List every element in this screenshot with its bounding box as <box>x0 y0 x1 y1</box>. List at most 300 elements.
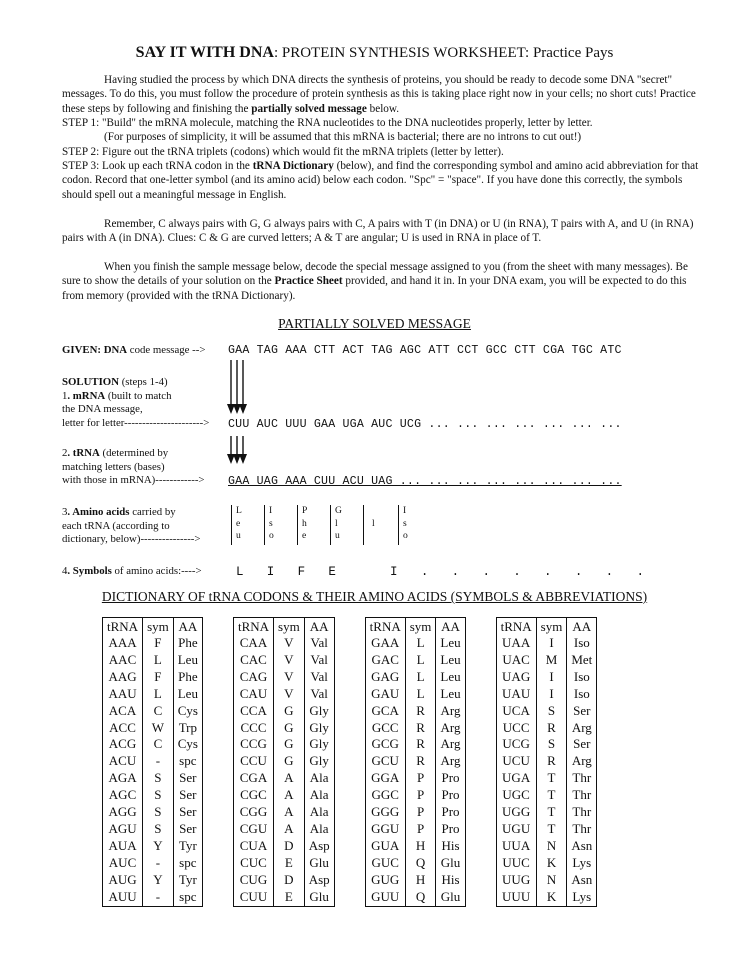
sym-rest: of amino acids:----> <box>111 565 202 577</box>
codon-cell: CUA <box>239 837 268 853</box>
codon-cell: UGA <box>502 770 531 786</box>
codon-cell: UCG <box>502 736 530 752</box>
amino-acid-cell: Gly <box>309 736 329 752</box>
amino-acid-cell: Thr <box>572 770 592 786</box>
amino-acid-cell: Thr <box>572 804 592 820</box>
symbol-cell: P <box>405 787 436 804</box>
amino-acid-cell: His <box>441 871 460 887</box>
amino-acid-cell: Ala <box>309 820 329 836</box>
dictionary-header-cell: tRNA <box>369 619 401 634</box>
table-row <box>366 669 465 686</box>
symbol-cell: K <box>536 889 567 906</box>
symbol-cell: N <box>536 838 567 855</box>
symbol-cell: S <box>143 787 174 804</box>
codon-cell: UGC <box>502 787 530 803</box>
codon-cell: GGC <box>371 787 399 803</box>
table-row <box>103 770 202 787</box>
symbol-cell: D <box>274 838 305 855</box>
dictionary-header-row <box>103 618 202 635</box>
table-row <box>103 753 202 770</box>
trna-num: 2 <box>62 447 68 459</box>
codon-cell: AUC <box>108 854 137 870</box>
trna-rest: (determined by <box>99 447 169 459</box>
symbol-cell: V <box>274 686 305 703</box>
table-row <box>103 889 202 906</box>
codon-cell: AUA <box>108 837 137 853</box>
table-row <box>234 872 334 889</box>
amino-acid-cell: Ser <box>573 702 591 718</box>
amino-acid-cell: Gly <box>309 702 329 718</box>
codon-cell: UCA <box>502 702 530 718</box>
amino-acid-cell: Thr <box>572 820 592 836</box>
instruction-rest: provided, and hand it in. In your DNA exam, you will be expected to do this from memory (provided with the tRNA Dictionary). <box>62 275 687 302</box>
codon-cell: AGG <box>108 804 137 820</box>
amino-acid-cell: spc <box>179 888 197 904</box>
amino-acid-cell: Lys <box>572 854 592 870</box>
table-row <box>366 652 465 669</box>
amino-acid-cell: Iso <box>573 635 590 650</box>
symbol-cell: C <box>143 703 174 720</box>
sym-num: 4 <box>62 565 68 577</box>
symbol-cell: T <box>536 821 567 838</box>
table-row <box>103 686 202 703</box>
codon-cell: GCC <box>371 719 399 735</box>
codon-cell: CAG <box>239 668 268 684</box>
dictionary-table <box>366 618 465 906</box>
table-row <box>497 787 597 804</box>
codon-cell: ACG <box>108 736 137 752</box>
amino-acid-cell: Gly <box>309 719 329 735</box>
table-row <box>103 669 202 686</box>
amino-acid-cell: Val <box>310 635 328 650</box>
codon-cell: UUG <box>502 871 531 887</box>
amino-acid-cell: Iso <box>573 668 590 684</box>
codon-cell: UAC <box>502 651 530 667</box>
dictionary-header-cell: tRNA <box>107 619 139 634</box>
dictionary-header-cell: tRNA <box>237 619 270 634</box>
table-row <box>366 770 465 787</box>
amino-acid-cell: Arg <box>571 719 592 735</box>
given-rest: code message --> <box>127 344 206 356</box>
symbol-cell: M <box>536 652 567 669</box>
symbol-cell: S <box>536 736 567 753</box>
symbol-cell: - <box>143 855 174 872</box>
codon-cell: UCU <box>502 753 530 769</box>
amino-acid-cell: Leu <box>440 668 461 684</box>
table-row <box>497 652 597 669</box>
codon-cell: CGG <box>239 804 268 820</box>
symbol-cell: H <box>405 838 436 855</box>
table-row <box>234 821 334 838</box>
amino-acid-col: I s o <box>398 505 431 545</box>
amino-acid-cell: Pro <box>441 770 460 786</box>
amino-acid-cell: Ser <box>179 787 197 803</box>
symbol-cell: L <box>143 686 174 703</box>
given-label <box>62 344 205 358</box>
amino-acid-cell: Arg <box>440 736 461 752</box>
table-row <box>497 872 597 889</box>
symbol-cell: Q <box>405 855 436 872</box>
table-row <box>497 669 597 686</box>
codon-cell: CCG <box>240 736 267 752</box>
codon-cell: GUC <box>371 854 399 870</box>
mrna-rest: (built to match <box>105 389 172 402</box>
table-row <box>497 770 597 787</box>
amino-acid-cell: Cys <box>177 736 198 752</box>
amino-acid-cell: Asp <box>308 837 330 853</box>
dictionary-table <box>497 618 597 906</box>
table-row <box>366 804 465 821</box>
mrna-num: 1 <box>62 389 68 402</box>
codon-cell: UAU <box>502 685 531 701</box>
codon-cell: CUC <box>240 854 267 870</box>
codon-cell: AAG <box>108 668 137 684</box>
codon-cell: GAC <box>371 651 399 667</box>
codon-cell: GGG <box>371 804 400 820</box>
amino-acid-cell: Cys <box>177 702 198 718</box>
aa-rest: carried by <box>129 506 176 518</box>
table-row <box>366 787 465 804</box>
amino-acid-cell: Leu <box>440 651 461 667</box>
amino-acid-cell: Ala <box>309 770 329 786</box>
dictionary-header-cell: AA <box>441 619 460 634</box>
symbol-cell: E <box>274 889 305 906</box>
amino-acid-cell: Asn <box>571 871 593 887</box>
table-row <box>234 889 334 906</box>
amino-acid-col: L e u <box>231 505 264 545</box>
codon-cell: AAA <box>108 635 137 650</box>
table-row <box>234 770 334 787</box>
table-row <box>366 889 465 906</box>
trna-label <box>62 447 205 488</box>
table-row <box>497 804 597 821</box>
amino-acid-cell: spc <box>179 753 197 769</box>
table-row <box>497 736 597 753</box>
amino-acid-cell: Pro <box>441 787 460 803</box>
amino-acid-cell: Ser <box>179 804 197 820</box>
symbol-cell: L <box>405 635 436 652</box>
symbol-cell: R <box>536 720 567 737</box>
table-row <box>234 855 334 872</box>
codon-cell: UAA <box>502 635 531 650</box>
table-row <box>234 838 334 855</box>
intro-end: below. <box>366 102 400 115</box>
symbol-cell: R <box>405 753 436 770</box>
table-row <box>103 804 202 821</box>
codon-cell: GAA <box>371 635 400 650</box>
dictionary-header-row <box>497 618 597 635</box>
mrna-line3: letter for letter----------------------> <box>62 416 210 429</box>
dictionary-header-cell: AA <box>572 619 592 634</box>
codon-cell: GCA <box>371 702 399 718</box>
table-row <box>497 855 597 872</box>
dictionary-table-box <box>496 617 598 907</box>
instruction-text: When you finish the sample message below, decode the special message assigned to you (from the sheet with many messages). Be sure to show the details of your solution on the <box>62 261 688 288</box>
sym-bold: . Symbols <box>67 565 112 577</box>
symbol-cell: G <box>274 720 305 737</box>
table-row <box>103 736 202 753</box>
dictionary-table-box <box>102 617 203 907</box>
step-3-text: STEP 3: Look up each tRNA codon in the <box>62 160 253 172</box>
amino-acid-col: P h e <box>297 505 330 545</box>
codon-cell: AGC <box>108 787 137 803</box>
codon-cell: UUC <box>502 854 530 870</box>
amino-acid-cell: Iso <box>573 685 590 701</box>
symbol-cell: H <box>405 872 436 889</box>
codon-cell: CAU <box>239 685 268 701</box>
dictionary-header-cell: tRNA <box>500 619 532 634</box>
dictionary-table-box <box>365 617 466 907</box>
codon-cell: CUU <box>239 888 268 904</box>
table-row <box>366 635 465 652</box>
intro-text: Having studied the process by which DNA directs the synthesis of proteins, you should be ready to decode some DNA "secret" messages. To do this, you must follow the procedure of protein synthesis as this is taking place right now in your cells; no short cuts! Practice these steps by following and finishing the <box>62 74 696 115</box>
solution-bold: SOLUTION <box>62 376 119 388</box>
aa-line2: each tRNA (according to <box>62 519 170 532</box>
table-row <box>234 720 334 737</box>
codon-cell: AUU <box>108 888 137 904</box>
table-row <box>103 821 202 838</box>
amino-acid-cell: Val <box>310 668 328 684</box>
amino-acid-col: I s o <box>264 505 297 545</box>
amino-acid-col: l <box>363 505 398 545</box>
table-row <box>497 889 597 906</box>
codon-cell: GGA <box>371 770 400 786</box>
trna-line3: with those in mRNA)------------> <box>62 474 205 486</box>
symbol-cell: R <box>405 720 436 737</box>
symbol-cell: T <box>536 787 567 804</box>
table-row <box>366 855 465 872</box>
amino-acid-cell: Val <box>310 685 328 701</box>
table-row <box>366 720 465 737</box>
step-3-rest: (below), and find the corresponding symbol and amino acid abbreviation for that codon. Record that one-letter symbol (and its amino acid) below each codon. "Spc" = "space". If you have done this correctly, the symbols should spell out a meaningful message in English. <box>62 160 699 201</box>
codon-cell: GAG <box>371 668 400 684</box>
dictionary-header-cell: sym <box>274 618 305 635</box>
codon-cell: CGU <box>239 820 268 836</box>
table-row <box>234 703 334 720</box>
codon-cell: GAU <box>371 685 400 701</box>
arrows-to-trna-icon <box>227 436 247 464</box>
amino-acid-cell: Tyr <box>178 871 197 887</box>
amino-acid-cell: Ala <box>309 787 329 803</box>
aa-line3: dictionary, below)---------------> <box>62 533 201 545</box>
codon-cell: ACU <box>108 753 137 769</box>
symbol-cell: F <box>143 669 174 686</box>
symbol-cell: E <box>274 855 305 872</box>
codon-cell: AUG <box>108 871 137 887</box>
symbols-row: L I F E I . . . . . . . . <box>236 565 645 579</box>
codon-cell: GUU <box>371 888 400 904</box>
step-1: STEP 1: "Build" the mRNA molecule, matching the RNA nucleotides to the DNA nucleotides properly, letter by letter. <box>62 117 593 129</box>
table-row <box>103 838 202 855</box>
amino-acid-cell: Thr <box>572 787 592 803</box>
mrna-codons: CUU AUC UUU GAA UGA AUC UCG ... ... ... ... ... ... ... <box>228 418 622 431</box>
codon-cell: CGA <box>239 770 268 786</box>
symbol-cell: Y <box>143 872 174 889</box>
dictionary-table <box>234 618 334 906</box>
table-row <box>103 872 202 889</box>
amino-acid-cell: Trp <box>178 719 198 735</box>
codon-cell: AAC <box>108 651 137 667</box>
dictionary-heading: DICTIONARY OF tRNA CODONS & THEIR AMINO ACIDS (SYMBOLS & ABBREVIATIONS) <box>101 589 648 604</box>
table-row <box>497 703 597 720</box>
codon-cell: CAC <box>240 651 267 667</box>
symbol-cell: D <box>274 872 305 889</box>
amino-acid-cell: Asp <box>308 871 330 887</box>
amino-acid-cell: spc <box>179 854 197 870</box>
symbol-cell: T <box>536 804 567 821</box>
symbol-cell: A <box>274 804 305 821</box>
dictionary-header-cell: sym <box>536 618 567 635</box>
arrows-to-mrna-icon <box>227 360 247 414</box>
table-row <box>103 703 202 720</box>
dictionary-header-cell: AA <box>309 619 329 634</box>
symbol-cell: G <box>274 736 305 753</box>
table-row <box>497 821 597 838</box>
intro-paragraph <box>62 73 702 116</box>
trna-line2: matching letters (bases) <box>62 460 165 473</box>
amino-acid-cell: Glu <box>309 888 329 904</box>
codon-cell: GUA <box>371 837 400 853</box>
symbol-cell: L <box>405 686 436 703</box>
amino-acid-cell: Pro <box>441 804 460 820</box>
step-1-note: (For purposes of simplicity, it will be assumed that this mRNA is bacterial; there are no introns to cut out!) <box>104 131 582 143</box>
amino-acid-cell: Arg <box>440 753 461 769</box>
mrna-bold: . mRNA <box>67 389 106 402</box>
page-title <box>0 44 749 62</box>
amino-acid-cell: Leu <box>177 685 198 701</box>
amino-acid-cell: Ser <box>179 820 197 836</box>
dictionary-header-cell: AA <box>178 619 198 634</box>
codon-cell: ACA <box>108 702 137 718</box>
codon-cell: UCC <box>502 719 530 735</box>
dictionary-header-row <box>234 618 334 635</box>
dictionary-header-cell: sym <box>143 618 174 635</box>
table-row <box>234 635 334 652</box>
dna-codons: GAA TAG AAA CTT ACT TAG AGC ATT CCT GCC CTT CGA TGC ATC <box>228 344 622 357</box>
codon-cell: ACC <box>109 719 136 735</box>
table-row <box>103 720 202 737</box>
symbol-cell: R <box>405 736 436 753</box>
codon-cell: AGA <box>108 770 137 786</box>
table-row <box>103 652 202 669</box>
trna-codons: GAA UAG AAA CUU ACU UAG ... ... ... ... ... ... ... ... <box>228 475 622 488</box>
codon-cell: CAA <box>239 635 268 650</box>
amino-acid-cell: Leu <box>440 685 461 701</box>
table-row <box>103 635 202 652</box>
dictionary-table-box <box>233 617 335 907</box>
symbol-cell: G <box>274 753 305 770</box>
table-row <box>234 787 334 804</box>
intro-bold: partially solved message <box>251 102 367 115</box>
table-row <box>234 669 334 686</box>
codon-cell: UAG <box>502 668 531 684</box>
amino-acid-label <box>62 506 200 547</box>
pairing-paragraph: Remember, C always pairs with G, G always pairs with C, A pairs with T (in DNA) or U (in RNA), T pairs with A, and U (in RNA) pairs with A (in DNA). Clues: C & G are curved letters; A & T are angular; U is used in RNA in place of T. <box>62 218 694 245</box>
amino-acid-columns <box>231 505 431 545</box>
solution-label <box>62 376 209 430</box>
step-3-bold: tRNA Dictionary <box>252 160 334 172</box>
symbol-cell: L <box>405 669 436 686</box>
amino-acid-cell: Glu <box>440 888 461 904</box>
symbol-cell: V <box>274 669 305 686</box>
table-row <box>497 838 597 855</box>
table-row <box>366 686 465 703</box>
symbol-cell: Q <box>405 889 436 906</box>
amino-acid-cell: Asn <box>571 837 593 853</box>
aa-num: 3 <box>62 506 68 518</box>
codon-cell: CGC <box>240 787 267 803</box>
codon-cell: CCU <box>240 753 267 769</box>
amino-acid-cell: Arg <box>571 753 592 769</box>
symbol-cell: I <box>536 635 567 652</box>
amino-acid-col: G l u <box>330 505 363 545</box>
table-row <box>234 804 334 821</box>
symbol-cell: K <box>536 855 567 872</box>
table-row <box>366 736 465 753</box>
amino-acid-cell: Met <box>571 651 593 667</box>
table-row <box>234 753 334 770</box>
amino-acid-cell: Arg <box>440 702 461 718</box>
table-row <box>234 652 334 669</box>
codon-cell: UGU <box>502 820 531 836</box>
solution-rest: (steps 1-4) <box>119 376 168 388</box>
symbol-cell: Y <box>143 838 174 855</box>
trna-bold: . tRNA <box>67 447 100 459</box>
amino-acid-cell: Ser <box>573 736 591 752</box>
symbol-cell: L <box>405 652 436 669</box>
codon-cell: UUA <box>502 837 531 853</box>
symbol-cell: I <box>536 686 567 703</box>
table-row <box>103 855 202 872</box>
symbol-cell: N <box>536 872 567 889</box>
dictionary-header-cell: sym <box>405 618 436 635</box>
symbol-cell: A <box>274 821 305 838</box>
amino-acid-cell: Gly <box>309 753 329 769</box>
step-3 <box>62 159 702 202</box>
symbol-cell: V <box>274 635 305 652</box>
table-row <box>366 753 465 770</box>
symbols-label <box>62 565 202 579</box>
symbol-cell: L <box>143 652 174 669</box>
symbol-cell: S <box>143 821 174 838</box>
symbol-cell: A <box>274 787 305 804</box>
codon-cell: CCA <box>240 702 267 718</box>
symbol-cell: P <box>405 821 436 838</box>
table-row <box>366 838 465 855</box>
table-row <box>366 821 465 838</box>
symbol-cell: S <box>536 703 567 720</box>
amino-acid-cell: Ala <box>309 804 329 820</box>
symbol-cell: P <box>405 770 436 787</box>
table-row <box>497 753 597 770</box>
table-row <box>497 720 597 737</box>
codon-cell: UUU <box>502 888 531 904</box>
symbol-cell: G <box>274 703 305 720</box>
partial-heading: PARTIALLY SOLVED MESSAGE <box>278 316 471 331</box>
amino-acid-cell: Lys <box>572 888 592 904</box>
given-bold: GIVEN: DNA <box>62 344 128 356</box>
codon-cell: UGG <box>502 804 531 820</box>
table-row <box>234 686 334 703</box>
codon-cell: GCG <box>371 736 399 752</box>
table-row <box>234 736 334 753</box>
amino-acid-cell: Val <box>310 651 328 667</box>
amino-acid-cell: Phe <box>178 635 198 650</box>
dictionary-tables <box>102 617 597 907</box>
symbol-cell: - <box>143 753 174 770</box>
table-row <box>103 787 202 804</box>
amino-acid-cell: Leu <box>440 635 461 650</box>
